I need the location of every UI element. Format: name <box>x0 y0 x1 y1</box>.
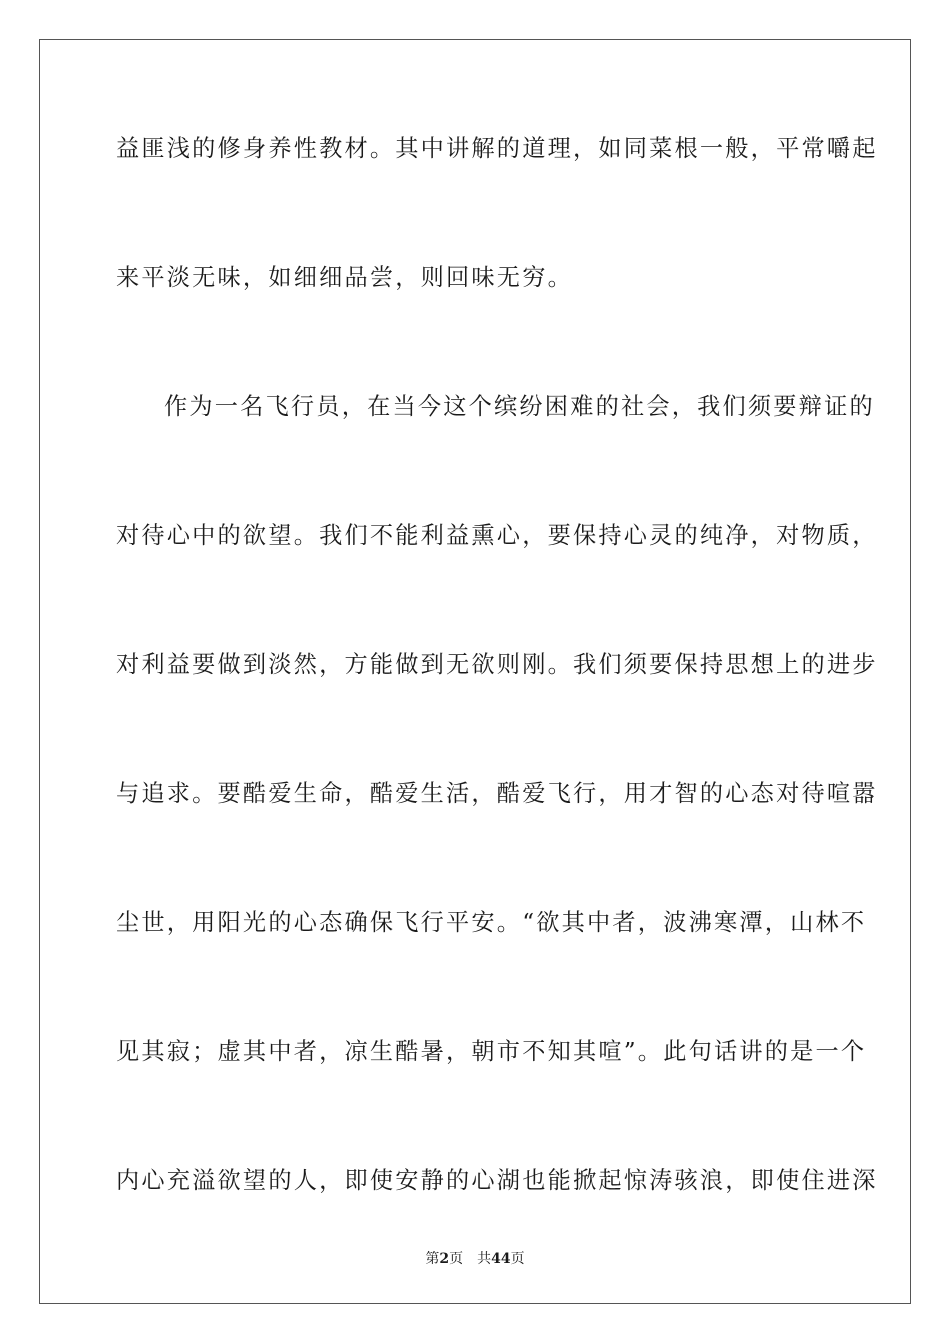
text-line: 对待心中的欲望。我们不能利益熏心，要保持心灵的纯净，对物质， <box>116 522 878 549</box>
page-number: 2 <box>439 1251 450 1267</box>
text-line: 见其寂；虚其中者，凉生酷暑，朝市不知其喧”。此句话讲的是一个 <box>116 1038 867 1065</box>
total-prefix: 共 <box>477 1251 492 1267</box>
paragraph-first-line: 作为一名飞行员，在当今这个缤纷困难的社会，我们须要辩证的 <box>164 393 875 420</box>
text-line: 对利益要做到淡然，方能做到无欲则刚。我们须要保持思想上的进步 <box>116 651 878 678</box>
total-suffix: 页 <box>510 1251 525 1267</box>
text-line: 内心充溢欲望的人，即使安静的心湖也能掀起惊涛骇浪，即使住进深 <box>116 1167 878 1194</box>
text-line: 尘世，用阳光的心态确保飞行平安。“欲其中者，波沸寒潭，山林不 <box>116 909 867 936</box>
text-line: 来平淡无味，如细细品尝，则回味无穷。 <box>116 264 573 291</box>
total-pages: 44 <box>491 1251 511 1267</box>
page-suffix: 页 <box>449 1251 464 1267</box>
document-body <box>116 129 878 1290</box>
text-line: 益匪浅的修身养性教材。其中讲解的道理，如同菜根一般，平常嚼起 <box>116 135 878 162</box>
text-line: 与追求。要酷爱生命，酷爱生活，酷爱飞行，用才智的心态对待喧嚣 <box>116 780 878 807</box>
page-prefix: 第 <box>425 1251 440 1267</box>
page-footer <box>0 1248 950 1268</box>
